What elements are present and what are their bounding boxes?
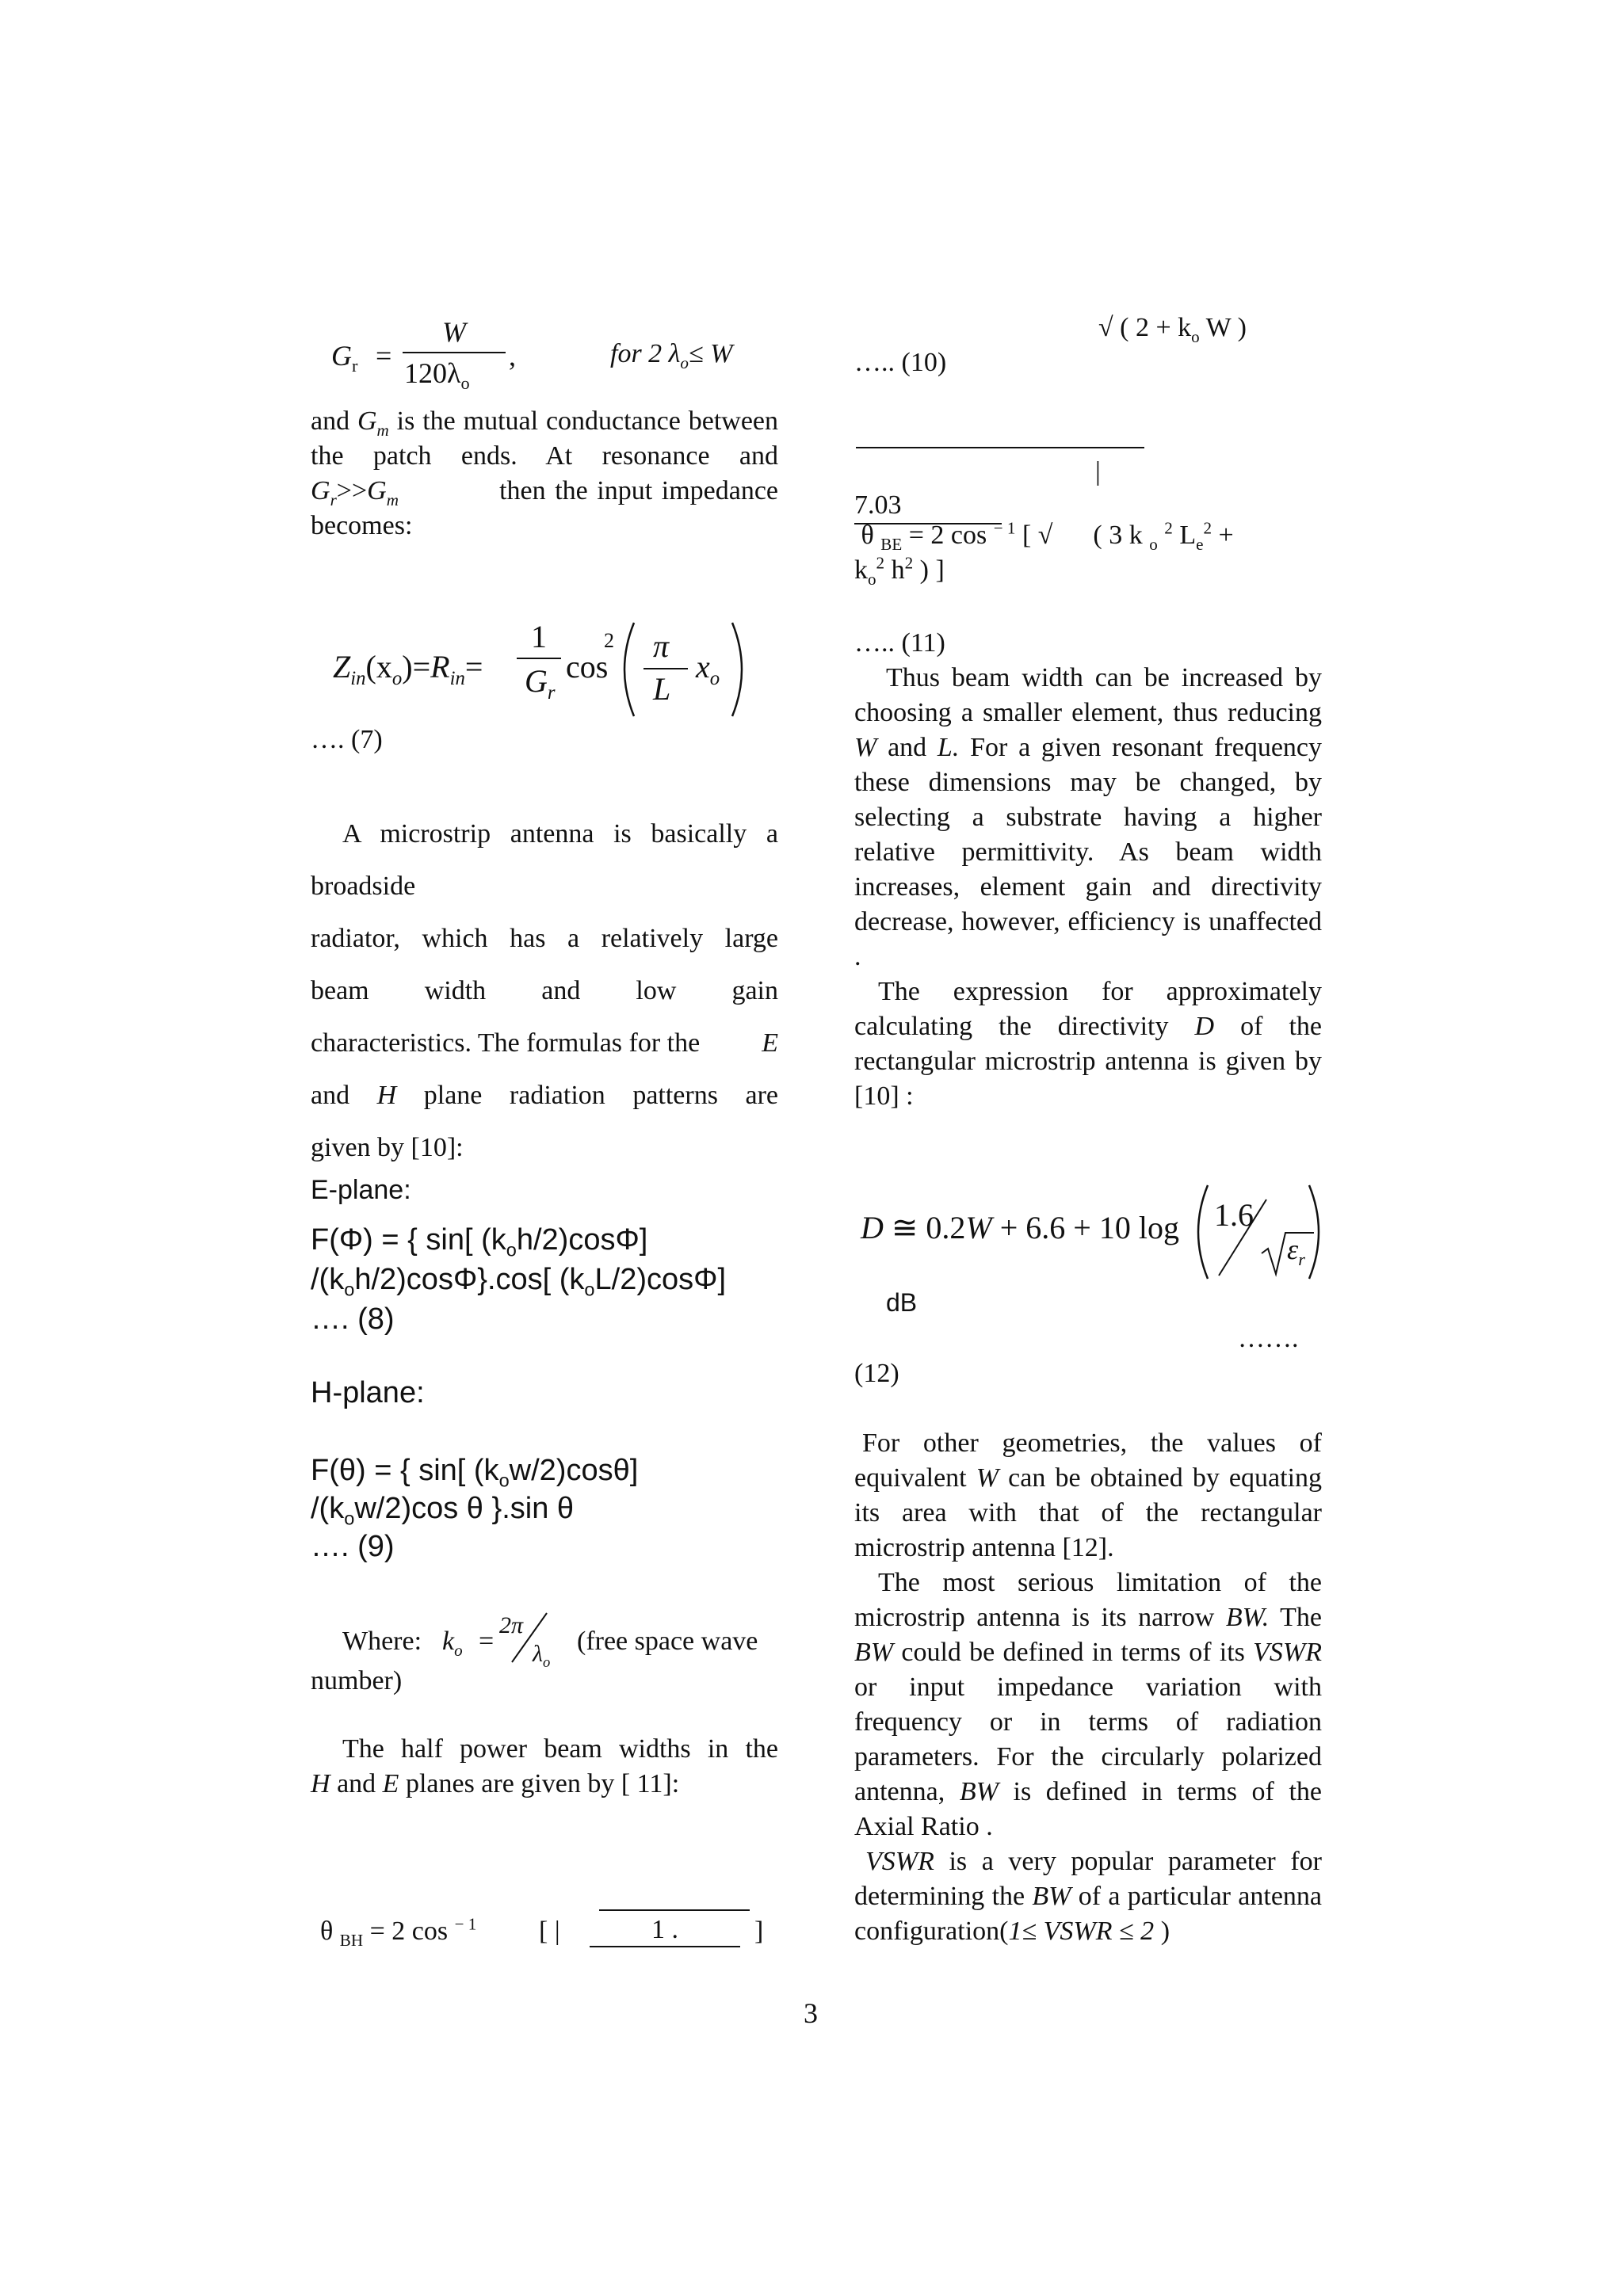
eq7-r-sub: in: [449, 668, 465, 689]
p7-text-d: or input impedance variation with frequency or in terms of radiation parameters. For the circularly polarized antenna,: [854, 1672, 1322, 1806]
p1-text-2: is the mutual conductance between the patch ends. At resonance and: [311, 406, 778, 471]
p2-line-1: A microstrip antenna is basically a: [342, 819, 778, 849]
p1-gm2: G: [367, 476, 387, 505]
be-term-b-sup: 2: [1203, 518, 1212, 538]
eq8-line2-sub: o: [344, 1279, 355, 1300]
eq7-l: L: [653, 671, 671, 707]
where-den-sub: o: [543, 1654, 551, 1671]
p3-e: E: [382, 1769, 399, 1798]
eq8-line1-sub: o: [506, 1239, 517, 1261]
sqrt-top-b: W ): [1199, 313, 1247, 342]
p1-text-4: then the input impedance becomes:: [311, 476, 778, 540]
eq-gr-cond-sub: o: [680, 353, 689, 372]
p1-gr: G: [311, 476, 330, 505]
eq8-line1-a: F(Φ) = { sin[ (k: [311, 1223, 506, 1257]
eq7-den-sub: r: [547, 682, 556, 704]
eq7-denominator: G: [525, 663, 548, 699]
where-k-sub: o: [454, 1640, 463, 1660]
eq12-label: (12): [854, 1359, 899, 1388]
p4-text-a: Thus beam width can be increased by choosing a smaller element, thus reducing: [854, 663, 1322, 727]
where-equals: =: [479, 1627, 495, 1656]
eq11-top-rule: [856, 447, 1144, 448]
p2-line-2: broadside: [311, 871, 416, 901]
p1-text-1: and: [311, 406, 357, 436]
paragraph-vswr: [854, 1844, 1322, 1949]
p7-text-c: could be defined in terms of its: [901, 1638, 1245, 1667]
eq-gr-den-sub: o: [460, 373, 470, 394]
equation-11: [854, 518, 1322, 588]
where-line: [342, 1608, 778, 1671]
page-number: 3: [804, 1997, 818, 2029]
eq11-number: 7.03: [854, 488, 1002, 524]
p8-condition: 1≤ VSWR ≤ 2: [1008, 1917, 1155, 1946]
eq12-numerator: 1.6: [1214, 1197, 1254, 1233]
equation-7: [333, 618, 777, 721]
eq7-numerator: 1: [517, 618, 561, 659]
p7-vswr: VSWR: [1253, 1638, 1323, 1667]
p6-text-b: can be obtained by equating its area with that of the rectangular microstrip antenna [12].: [854, 1463, 1323, 1562]
where-label: Where:: [342, 1627, 422, 1656]
be-theta: θ: [861, 521, 874, 550]
h-plane-label: H-plane:: [311, 1376, 425, 1409]
be-line2-sup: 2: [876, 553, 885, 573]
be-line2-h: h: [884, 555, 905, 585]
eq11-label: ….. (11): [854, 628, 945, 658]
eq7-power: 2: [604, 629, 614, 652]
eq10-label: ….. (10): [854, 348, 947, 377]
eq-gr-symbol: G: [331, 340, 352, 372]
be-plus: +: [1212, 521, 1234, 550]
where-numerator: 2π: [499, 1612, 524, 1638]
eq8-line1-b: h/2)cosΦ]: [516, 1223, 648, 1257]
bh-theta: θ: [320, 1917, 334, 1946]
be-bracket: [ √: [1015, 521, 1053, 550]
p5-d: D: [1194, 1012, 1215, 1041]
p2-line-5: [311, 1017, 778, 1070]
eq12-dots: …….: [1238, 1324, 1299, 1353]
equation-8: [311, 1220, 726, 1339]
eq9-line1-b: w/2)cosθ]: [509, 1454, 639, 1487]
bh-end: ]: [754, 1917, 764, 1946]
eq9-line2-a: /(k: [311, 1492, 345, 1525]
eq8-line2-a: /(k: [311, 1263, 345, 1296]
be-sub: BE: [880, 534, 903, 554]
eq8-line2-c: L/2)cosΦ]: [594, 1263, 727, 1296]
be-equals: = 2 cos: [908, 521, 987, 550]
e-plane-label: E-plane:: [311, 1175, 411, 1205]
p1-gr-sub: r: [330, 490, 337, 509]
bh-bracket: [ |: [539, 1917, 560, 1946]
where-text: (free space wave: [577, 1627, 758, 1656]
eq7-x-close: ): [402, 649, 413, 685]
eq-gr-subscript: r: [352, 356, 358, 376]
bh-sub: BH: [339, 1930, 364, 1950]
p6-w: W: [976, 1463, 999, 1493]
eq7-parens: [612, 618, 754, 721]
p1-gm: G: [357, 406, 377, 436]
p3-h: H: [311, 1769, 330, 1798]
eq9-label: …. (9): [311, 1530, 395, 1563]
equation-gr: [331, 315, 759, 402]
be-term-a-sup: 2: [1164, 518, 1173, 538]
p7-text-b: The: [1280, 1603, 1323, 1632]
be-term-a: ( 3 k: [1093, 521, 1143, 550]
p4-text-b: For a given resonant frequency these dimensions may be changed, by selecting a substrate having a higher relative permittivity. As beam width increases, element gain and directivity decrease, however, efficiency is unaffected .: [854, 733, 1323, 971]
paragraph-half-power: [311, 1732, 778, 1802]
eq-gr-comma: ,: [509, 340, 516, 372]
bh-overline: [599, 1909, 750, 1911]
eq12-w: W: [965, 1210, 992, 1245]
paragraph-broadside: [311, 808, 778, 1174]
eq7-xo: x: [696, 649, 710, 685]
eq7-x-sub: o: [391, 668, 403, 689]
p2-line-4: beam width and low gain: [311, 976, 778, 1005]
p4-l: L.: [937, 733, 960, 762]
bh-equals: = 2 cos: [369, 1917, 449, 1946]
eq9-line1-a: F(θ) = { sin[ (k: [311, 1454, 499, 1487]
eq7-label: …. (7): [311, 725, 383, 754]
p6-text-a: For other geometries, the values of equivalent: [854, 1428, 1322, 1493]
p3-and: and: [330, 1769, 383, 1798]
be-line2-close: ) ]: [913, 555, 945, 585]
p4-and: and: [888, 733, 927, 762]
paragraph-limitation: [854, 1566, 1322, 1844]
p8-close: ): [1154, 1917, 1170, 1946]
p8-text-b: of a particular antenna configuration(: [854, 1882, 1322, 1946]
eq12-db: dB: [886, 1288, 918, 1317]
be-line2-h-sup: 2: [904, 553, 914, 573]
equation-9: [311, 1451, 638, 1566]
paragraph-beam-width: [854, 661, 1322, 974]
p3-line-1: The half power beam widths in the: [342, 1734, 778, 1764]
p7-bw-3: BW: [959, 1777, 999, 1806]
eq8-line2-sub2: o: [584, 1279, 595, 1300]
p2-e: E: [762, 1028, 778, 1058]
p8-text-a: is a very popular parameter for determining the: [854, 1847, 1322, 1911]
where-k: k: [442, 1627, 455, 1656]
eq12-rest: + 6.6 + 10 log: [991, 1210, 1179, 1245]
be-term-b-sub: e: [1196, 534, 1204, 554]
eq-gr-equals: =: [376, 340, 392, 372]
eq12-d: D: [861, 1210, 884, 1245]
p7-bw: BW.: [1225, 1603, 1270, 1632]
p2-line-6-text: plane radiation patterns are: [423, 1081, 778, 1110]
sqrt-top: [1098, 311, 1247, 345]
p7-text-e: is defined in terms of the Axial Ratio .: [854, 1777, 1323, 1841]
be-line2-sub: o: [868, 569, 876, 589]
eq-gr-condition: for 2 λ: [610, 339, 681, 368]
eq12-epsilon-sub: r: [1298, 1249, 1305, 1270]
equation-theta-bh: [320, 1895, 780, 1958]
where-denominator: λ: [533, 1641, 543, 1667]
bh-value: 1 .: [590, 1914, 740, 1947]
paragraph-gm: [311, 404, 778, 543]
eq7-r: R: [430, 649, 450, 685]
be-term-a-sub: o: [1149, 534, 1158, 554]
p2-line-3: radiator, which has a relatively large: [311, 924, 778, 953]
sqrt-top-a: √ ( 2 + k: [1098, 313, 1192, 342]
eq9-line2-b: w/2)cos θ }.sin θ: [354, 1492, 575, 1525]
eq9-line2-sub: o: [344, 1508, 355, 1529]
eq11-pipe: |: [1095, 457, 1101, 486]
eq7-pi: π: [653, 628, 670, 664]
eq7-z-sub: in: [350, 668, 366, 689]
eq12-approx: ≅ 0.2: [891, 1210, 966, 1245]
p7-bw-2: BW: [854, 1638, 894, 1667]
be-term-b: L: [1172, 521, 1197, 550]
p5-text-b: of the rectangular microstrip antenna is given by [10] :: [854, 1012, 1322, 1111]
paragraph-geometries: [854, 1426, 1322, 1566]
eq12-parens: [1187, 1180, 1330, 1283]
p1-gm-sub: m: [376, 420, 389, 440]
eq12-epsilon: ε: [1287, 1234, 1299, 1265]
p1-gm2-sub: m: [386, 490, 399, 509]
equation-12: [861, 1180, 1336, 1299]
eq7-cos: cos: [566, 649, 609, 685]
p4-w: W: [854, 733, 877, 762]
eq-gr-numerator: W: [442, 316, 466, 348]
be-line2-k: k: [854, 555, 868, 585]
eq7-xo-sub: o: [709, 668, 720, 689]
p3-text: planes are given by [ 11]:: [399, 1769, 680, 1798]
where-number: number): [311, 1666, 403, 1695]
paragraph-directivity: [854, 974, 1322, 1114]
eq7-z: Z: [333, 649, 351, 685]
p2-line-6: [311, 1070, 778, 1122]
eq-gr-cond-tail: ≤ W: [688, 339, 733, 368]
eq8-label: …. (8): [311, 1302, 395, 1336]
p1-gt: >>: [336, 476, 368, 505]
p5-text-a: The expression for approximately calculating the directivity: [854, 977, 1322, 1041]
p2-h: H: [376, 1081, 397, 1110]
eq-gr-denominator: 120λ: [404, 357, 461, 389]
p7-text-a: The most serious limitation of the microstrip antenna is its narrow: [854, 1568, 1322, 1632]
be-sup: − 1: [993, 518, 1016, 538]
eq7-x: (x: [365, 649, 392, 685]
p8-vswr: VSWR: [865, 1847, 934, 1876]
sqrt-top-sub: o: [1191, 326, 1200, 346]
p2-line-6-and: and: [311, 1081, 350, 1110]
eq9-line1-sub: o: [498, 1470, 510, 1491]
eq7-equals-2: =: [464, 649, 483, 685]
p8-bw: BW: [1032, 1882, 1071, 1911]
p2-line-7: given by [10]:: [311, 1133, 464, 1162]
eq7-equals-1: =: [412, 649, 431, 685]
eq8-line2-b: h/2)cosΦ}.cos[ (k: [354, 1263, 585, 1296]
bh-sup: − 1: [454, 1914, 477, 1934]
p2-line-5-text: characteristics. The formulas for the: [311, 1028, 701, 1058]
